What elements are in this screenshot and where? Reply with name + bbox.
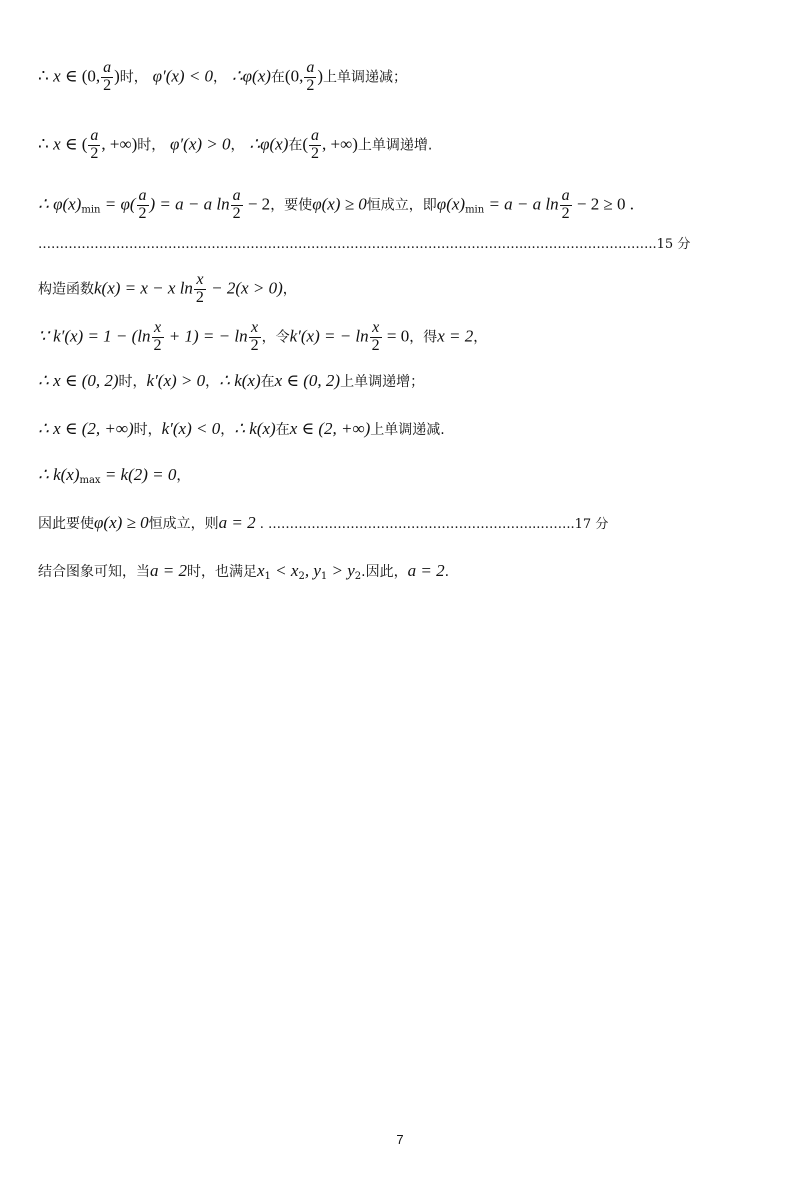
math: = φ( — [100, 194, 136, 214]
numerator: a — [103, 59, 112, 76]
math: φ(x) ≥ 0 — [94, 513, 149, 532]
fraction — [231, 188, 243, 223]
text: ，要使 — [270, 197, 313, 214]
denominator: 2 — [561, 204, 570, 222]
text: ，令 — [261, 329, 290, 346]
text: .因此， — [361, 564, 408, 580]
math: ) — [317, 66, 324, 86]
subscript: 2 — [354, 571, 362, 582]
text: ， — [176, 468, 191, 484]
numerator: a — [138, 187, 147, 204]
text: 在 — [270, 69, 285, 86]
text: 结合图象可知，当 — [38, 564, 150, 580]
math: x ∈ (0, 2) — [274, 371, 341, 390]
fraction — [370, 320, 382, 355]
fraction — [304, 60, 316, 95]
math: ∈ (0, — [60, 66, 101, 86]
text: ∴ — [38, 134, 54, 154]
text: ，得 — [409, 329, 438, 346]
math: ∴ x ∈ (0, 2) — [38, 371, 119, 390]
math: − 2 ≥ 0 . — [572, 194, 635, 214]
math: < x — [270, 561, 299, 580]
denominator: 2 — [250, 336, 259, 354]
denominator: 2 — [306, 76, 315, 94]
text: ， — [230, 137, 245, 154]
math: φ′(x) > 0 — [170, 134, 231, 154]
subscript: max — [79, 475, 101, 486]
denominator: 2 — [90, 144, 99, 162]
line-9 — [38, 466, 190, 486]
fraction — [137, 188, 149, 223]
text: . — [444, 564, 450, 580]
text: ， — [220, 422, 235, 438]
score-line-15: …………………………………………………………………………………………………...………………………..15 分 — [38, 237, 691, 252]
math: ∈ ( — [60, 134, 88, 154]
numerator: a — [232, 187, 241, 204]
math: ∴ x ∈ (2, +∞) — [38, 419, 134, 438]
fraction — [152, 320, 164, 355]
math: k(x) = x − x ln — [94, 278, 193, 298]
text: 在 — [275, 422, 290, 438]
math: x — [53, 134, 61, 154]
denominator: 2 — [138, 204, 147, 222]
text: 恒成立，即 — [366, 197, 437, 214]
line-10 — [38, 514, 608, 531]
math: , y — [304, 561, 321, 580]
math: + 1) = − ln — [164, 326, 248, 346]
math: ∴ k(x) — [234, 419, 276, 438]
numerator: x — [370, 320, 382, 338]
math: φ′(x) < 0 — [152, 66, 214, 86]
text: 上单调递增. — [357, 137, 433, 154]
line-8 — [38, 420, 445, 437]
text: ， — [282, 281, 297, 298]
text: 恒成立，则 — [148, 516, 219, 532]
math: ∴ φ(x) — [38, 194, 82, 214]
math: , +∞) — [101, 134, 138, 154]
math: − 2(x > 0) — [206, 278, 283, 298]
math: k′(x) = − ln — [289, 326, 369, 346]
fraction — [194, 272, 206, 307]
numerator: a — [306, 59, 315, 76]
math: φ(x) — [436, 194, 466, 214]
denominator: 2 — [153, 336, 162, 354]
line-1 — [38, 60, 407, 95]
text: 因此要使 — [38, 516, 94, 532]
math: φ(x) ≥ 0 — [312, 194, 367, 214]
line-2 — [38, 128, 432, 163]
fraction — [88, 128, 100, 163]
math: a = 2 — [218, 513, 256, 532]
denominator: 2 — [371, 336, 380, 354]
fraction — [560, 188, 572, 223]
score-line-17: . ……………………………………………………...……..17 分 — [255, 517, 609, 532]
line-6 — [38, 320, 487, 355]
math: ) — [114, 66, 120, 86]
math: ∴φ(x) — [231, 66, 271, 86]
math: ) = a − a ln — [149, 194, 230, 214]
text: 时， — [137, 137, 166, 154]
text: 上单调递增； — [340, 374, 425, 390]
text: 在 — [260, 374, 275, 390]
text: 时， — [119, 69, 148, 86]
text: ， — [213, 69, 228, 86]
math: a = 2 — [407, 561, 445, 580]
math: x — [256, 561, 265, 580]
fraction — [309, 128, 321, 163]
text: ， — [473, 329, 488, 346]
denominator: 2 — [311, 144, 320, 162]
numerator: x — [152, 320, 164, 338]
math: − 2 — [243, 194, 271, 214]
numerator: x — [249, 320, 261, 338]
math: > y — [327, 561, 355, 580]
math: k′(x) < 0 — [161, 419, 221, 438]
line-11 — [38, 562, 449, 582]
math: ∴ k(x) — [219, 371, 261, 390]
subscript: min — [81, 204, 101, 216]
math: x = 2 — [437, 326, 474, 346]
text: 时， — [118, 374, 147, 390]
math: a = 2 — [150, 561, 187, 580]
text: 在 — [288, 137, 303, 154]
text: 时，也满足 — [186, 564, 257, 580]
numerator: x — [194, 272, 206, 290]
page-number: 7 — [396, 1132, 404, 1147]
text: 时， — [133, 422, 162, 438]
line-7 — [38, 372, 424, 389]
subscript: 2 — [298, 571, 305, 582]
math: ∴ k(x) — [38, 465, 80, 484]
text: 构造函数 — [38, 281, 94, 298]
line-5 — [38, 272, 297, 307]
math: = 0 — [382, 326, 410, 346]
text: 上单调递减. — [370, 422, 445, 438]
text: ， — [205, 374, 220, 390]
denominator: 2 — [103, 76, 112, 94]
math: = k(2) = 0 — [100, 465, 177, 484]
math: x ∈ (2, +∞) — [289, 419, 371, 438]
math: ( — [302, 134, 309, 154]
text: 上单调递减； — [323, 69, 408, 86]
math: ∵ k′(x) = 1 − (ln — [38, 326, 151, 346]
math: x — [53, 66, 61, 86]
math: ∴φ(x) — [249, 134, 289, 154]
math: = a − a ln — [484, 194, 559, 214]
math: (0, — [284, 66, 304, 86]
math: k′(x) > 0 — [146, 371, 206, 390]
text: ∴ — [38, 66, 54, 86]
subscript: 1 — [320, 571, 328, 582]
math: , +∞) — [322, 134, 358, 154]
line-3 — [38, 188, 634, 223]
fraction — [249, 320, 261, 355]
numerator: a — [311, 127, 320, 144]
denominator: 2 — [232, 204, 241, 222]
numerator: a — [90, 127, 99, 144]
subscript: 1 — [264, 571, 271, 582]
denominator: 2 — [195, 288, 204, 306]
subscript: min — [465, 204, 485, 216]
numerator: a — [561, 187, 570, 204]
fraction — [101, 60, 113, 95]
